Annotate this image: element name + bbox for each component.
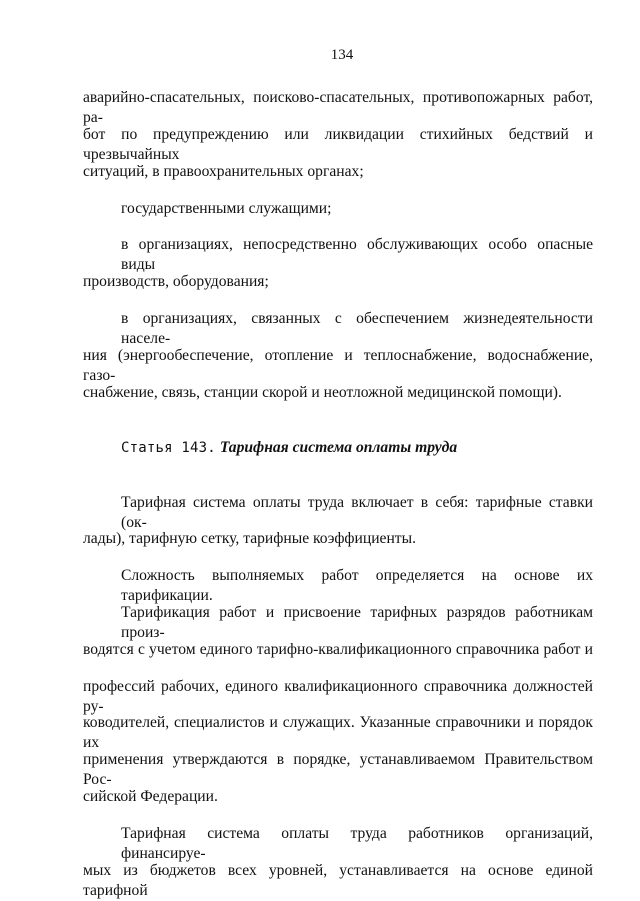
text-line: Тарификация работ и присвоение тарифных разрядов работникам произ-	[121, 604, 593, 641]
text-line: аварийно-спасательных, поисково-спасательных, противопожарных работ, ра-	[83, 89, 593, 126]
text-line: государственными служащими;	[121, 200, 332, 217]
text-line: профессий рабочих, единого квалификационного справочника должностей ру-	[83, 678, 593, 715]
text-line: в организациях, связанных с обеспечением жизнедеятельности населе-	[121, 310, 593, 347]
article-heading	[121, 438, 457, 458]
article-number: Статья 143.	[121, 440, 216, 456]
text-line: Сложность выполняемых работ определяется на основе их тарификации.	[121, 567, 593, 604]
text-line: в организациях, непосредственно обслуживающих особо опасные виды	[121, 236, 593, 273]
text-line: Тарифная система оплаты труда включает в себя: тарифные ставки (ок-	[121, 494, 593, 531]
text-line: снабжение, связь, станции скорой и неотложной медицинской помощи).	[83, 384, 562, 401]
article-title: Тарифная система оплаты труда	[219, 439, 458, 456]
text-line: ководителей, специалистов и служащих. Указанные справочники и порядок их	[83, 714, 593, 751]
text-line: водятся с учетом единого тарифно-квалификационного справочника работ и	[83, 641, 593, 658]
text-line: лады), тарифную сетку, тарифные коэффициенты.	[83, 530, 416, 547]
text-line: бот по предупреждению или ликвидации стихийных бедствий и чрезвычайных	[83, 126, 593, 163]
text-line: производств, оборудования;	[83, 273, 269, 290]
text-line: мых из бюджетов всех уровней, устанавливается на основе единой тарифной	[83, 862, 593, 899]
text-line: применения утверждаются в порядке, устанавливаемом Правительством Рос-	[83, 751, 593, 788]
page-number: 134	[330, 47, 354, 63]
text-line: ситуаций, в правоохранительных органах;	[83, 163, 364, 180]
text-line: Тарифная система оплаты труда работников организаций, финансируе-	[121, 825, 593, 862]
text-line: сийской Федерации.	[83, 788, 218, 805]
text-line: ния (энергообеспечение, отопление и теплоснабжение, водоснабжение, газо-	[83, 347, 593, 384]
